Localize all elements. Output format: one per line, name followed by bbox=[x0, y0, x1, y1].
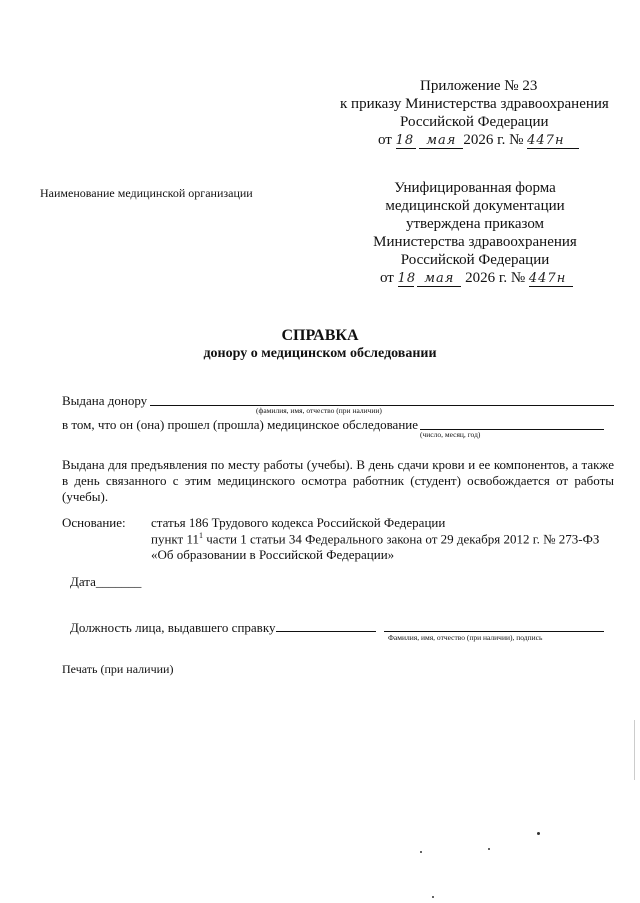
scan-speck bbox=[537, 832, 540, 835]
document-title: СПРАВКА bbox=[281, 327, 359, 344]
donor-name-hint: (фамилия, имя, отчество (при наличии) bbox=[256, 406, 382, 415]
appendix-month: мая bbox=[419, 133, 463, 149]
issued-to-donor-label: Выдана донору bbox=[62, 393, 148, 408]
scan-edge-mark bbox=[634, 720, 635, 780]
basis-line-2 bbox=[151, 531, 599, 547]
appendix-number: Приложение № 23 bbox=[420, 78, 538, 94]
basis-line-3: «Об образовании в Российской Федерации» bbox=[151, 547, 395, 562]
form-from: от bbox=[380, 270, 394, 286]
paragraph-line-1: Выдана для предъявления по месту работы (учебы). В день сдачи крови и ее компонентов, а также bbox=[62, 457, 614, 472]
position-line bbox=[276, 631, 376, 632]
appendix-year: 2026 г. № bbox=[463, 132, 524, 148]
paragraph-line-3: (учебы). bbox=[62, 489, 109, 504]
donor-name-line bbox=[150, 405, 614, 406]
appendix-from: от bbox=[378, 132, 392, 148]
form-year: 2026 г. № bbox=[465, 270, 526, 286]
form-date-line bbox=[380, 270, 573, 287]
date-label: Дата_______ bbox=[70, 574, 142, 589]
basis-line-2-sup: 1 bbox=[199, 531, 204, 540]
basis-line-2-prefix: пункт 11 bbox=[151, 531, 200, 547]
scan-speck bbox=[420, 851, 422, 853]
form-month: мая bbox=[417, 271, 461, 287]
paragraph-line-2: в день связанного с этим медицинского осмотра работник (студент) освобождается от работы bbox=[62, 473, 614, 488]
signature-hint: Фамилия, имя, отчество (при наличии), подпись bbox=[388, 633, 543, 642]
appendix-order-number: 447н bbox=[527, 133, 579, 149]
form-line-1: Унифицированная форма bbox=[394, 180, 556, 196]
scan-speck bbox=[488, 848, 490, 850]
form-line-3: утверждена приказом bbox=[405, 216, 545, 232]
appendix-day: 18 bbox=[395, 133, 415, 148]
position-label: Должность лица, выдавшего справку bbox=[70, 620, 276, 635]
form-day: 18 bbox=[397, 271, 417, 286]
form-line-4: Министерства здравоохранения bbox=[373, 234, 577, 250]
basis-line-1: статья 186 Трудового кодекса Российской Федерации bbox=[151, 515, 446, 530]
seal-label: Печать (при наличии) bbox=[62, 662, 174, 676]
org-name-label: Наименование медицинской организации bbox=[40, 186, 253, 200]
form-line-5: Российской Федерации bbox=[400, 252, 550, 268]
basis-label: Основание: bbox=[62, 515, 126, 530]
basis-line-2-rest: части 1 статьи 34 Федерального закона от 29 декабря 2012 г. № 273-ФЗ bbox=[203, 531, 600, 547]
document-subtitle: донору о медицинском обследовании bbox=[203, 346, 437, 361]
appendix-order: к приказу Министерства здравоохранения bbox=[340, 96, 609, 112]
exam-text: в том, что он (она) прошел (прошла) медицинское обследование bbox=[62, 417, 419, 432]
appendix-date-line bbox=[378, 132, 579, 149]
exam-date-hint: (число, месяц, год) bbox=[420, 430, 481, 439]
form-line-2: медицинской документации bbox=[385, 198, 565, 214]
signature-line bbox=[384, 631, 604, 632]
form-order-number: 447н bbox=[529, 271, 573, 287]
scan-speck bbox=[432, 896, 434, 898]
appendix-federation: Российской Федерации bbox=[400, 114, 549, 130]
